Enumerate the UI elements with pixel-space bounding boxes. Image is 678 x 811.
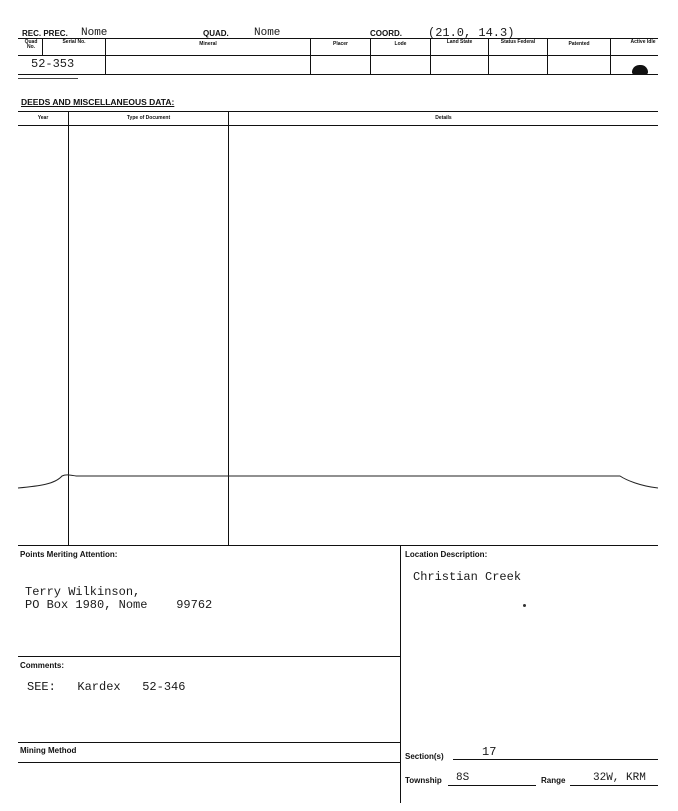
header-divider (610, 38, 611, 74)
deeds-header-rule (18, 125, 658, 126)
col-details: Details (435, 115, 452, 121)
col-lode: Lode (394, 41, 407, 47)
comments-top-rule (18, 656, 400, 657)
coord-value: (21.0, 14.3) (428, 26, 515, 40)
township-value: 8S (456, 772, 470, 784)
col-status-federal: Status Federal (500, 39, 536, 45)
points-line-1: Terry Wilkinson, (25, 585, 141, 599)
col-patented: Patented (568, 41, 590, 47)
col-type-of-document: Type of Document (126, 115, 171, 121)
quad-label: QUAD. (203, 29, 229, 38)
col-serial-no: Serial No. (62, 39, 86, 45)
section-value: 17 (482, 745, 497, 759)
coord-label: COORD. (370, 29, 402, 38)
section-label: Section(s) (405, 752, 444, 761)
section-underline (453, 759, 658, 760)
rec-prec-value: Nome (81, 27, 108, 39)
township-underline (448, 785, 536, 786)
speck-mark (523, 604, 526, 607)
active-check-mark (632, 65, 648, 74)
deeds-bottom-rule (18, 545, 658, 546)
header-divider (42, 38, 43, 55)
rec-prec-label: REC. PREC. (22, 29, 68, 38)
header-top-rule (18, 38, 658, 39)
comments-text: SEE: Kardex 52-346 (27, 680, 186, 694)
location-label: Location Description: (405, 550, 488, 559)
deeds-top-rule (18, 111, 658, 112)
col-quad-no: Quad No. (24, 39, 38, 50)
header-bottom-rule (18, 74, 658, 75)
mining-top-rule (18, 742, 400, 743)
points-line-2: PO Box 1980, Nome 99762 (25, 598, 213, 612)
mining-method-label: Mining Method (20, 746, 77, 755)
col-year: Year (37, 115, 49, 121)
range-value: 32W, KRM (593, 772, 646, 784)
bottom-vertical-divider (400, 545, 401, 803)
record-number: 52-353 (31, 57, 75, 71)
mining-bottom-rule (18, 762, 400, 763)
col-active-idle: Active Idle (630, 39, 656, 45)
deeds-section-title: DEEDS AND MISCELLANEOUS DATA: (21, 97, 175, 107)
col-mineral: Mineral (199, 41, 217, 47)
header-mid-rule (18, 55, 658, 56)
township-label: Township (405, 776, 442, 785)
torn-edge-line (18, 78, 78, 79)
points-label: Points Meriting Attention: (20, 550, 118, 559)
fold-crease (0, 470, 678, 494)
range-label: Range (541, 776, 566, 785)
col-placer: Placer (332, 41, 348, 47)
location-text: Christian Creek (413, 570, 522, 584)
range-underline (570, 785, 658, 786)
col-land-state: Land State (446, 39, 473, 45)
quad-value: Nome (254, 27, 281, 39)
comments-label: Comments: (20, 661, 65, 670)
